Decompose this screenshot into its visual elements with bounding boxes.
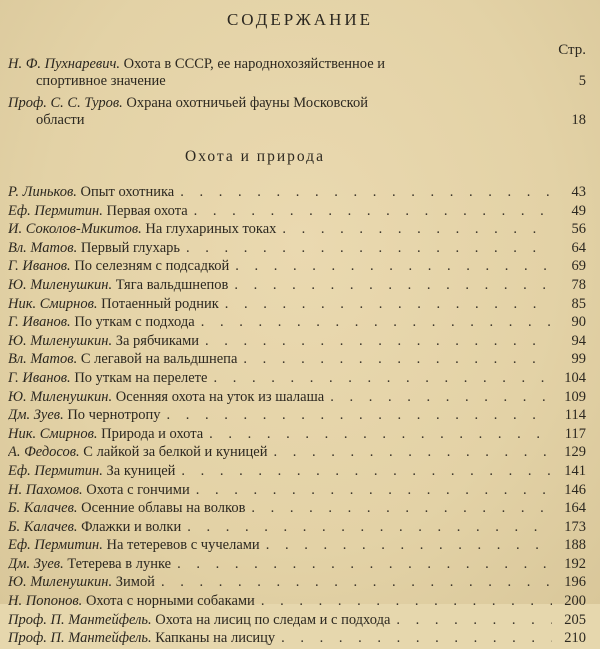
dot-leader (175, 463, 552, 480)
entry-author: Н. Ф. Пухнаревич. (8, 56, 120, 72)
entry-title: Первая охота (106, 202, 188, 219)
dot-leader (276, 221, 552, 238)
entry-title: С лайкой за белкой и куницей (83, 444, 268, 461)
section-title: Охота и природа (185, 148, 325, 165)
entry-page: 99 (571, 351, 586, 368)
entry-page: 210 (564, 630, 586, 647)
entry-author: Ю. Миленушкин. (8, 276, 113, 293)
dot-leader (275, 630, 552, 647)
dot-leader (174, 184, 552, 201)
toc-entry (8, 426, 586, 445)
toc-entry (8, 203, 586, 222)
entry-title: Осенние облавы на волков (81, 500, 246, 517)
entry-page: 141 (564, 462, 586, 479)
entry-title: Охота с норными собаками (85, 593, 255, 610)
entry-author: Вл. Матов. (8, 239, 78, 256)
entry-title: Охота на лисиц по следам и с подхода (155, 611, 391, 628)
entry-page: 94 (571, 332, 586, 349)
toc-entry (8, 258, 586, 277)
entry-author: Дм. Зуев. (8, 407, 64, 424)
dot-leader (255, 593, 552, 610)
toc-entry (8, 537, 586, 556)
entry-page: 56 (571, 221, 586, 238)
entry-page: 109 (564, 388, 586, 405)
page-column-label: Стр. (558, 42, 586, 58)
dot-leader (181, 519, 552, 536)
entry-title: Осенняя охота на уток из шалаша (115, 388, 325, 405)
toc-entry (8, 463, 586, 482)
entry-author: Н. Пахомов. (8, 481, 83, 498)
entry-author: Дм. Зуев. (8, 555, 64, 572)
dot-leader (237, 351, 552, 368)
dot-leader (324, 389, 552, 406)
entry-title: Тяга вальдшнепов (115, 276, 229, 293)
entry-author: Ник. Смирнов. (8, 425, 98, 442)
entry-author: Г. Иванов. (8, 314, 71, 331)
entry-page: 85 (571, 295, 586, 312)
dot-leader (268, 444, 552, 461)
toc-entry (8, 630, 586, 649)
entry-page: 18 (571, 112, 586, 128)
entry-page: 104 (564, 369, 586, 386)
entry-author: Вл. Матов. (8, 351, 78, 368)
dot-leader (229, 258, 552, 275)
entry-page: 78 (571, 276, 586, 293)
entry-page: 49 (571, 202, 586, 219)
entry-title: Флажки и волки (81, 518, 182, 535)
entry-title: По чернотропу (67, 407, 161, 424)
toc-entry (8, 574, 586, 593)
entry-title: Капканы на лисицу (155, 630, 276, 647)
entry-page: 146 (564, 481, 586, 498)
dot-leader (219, 296, 552, 313)
toc-entry (8, 556, 586, 575)
entry-page: 196 (564, 574, 586, 591)
dot-leader (199, 333, 552, 350)
dot-leader (207, 370, 552, 387)
entry-title: На тетеревов с чучелами (106, 537, 260, 554)
entry-title: Природа и охота (101, 425, 204, 442)
dot-leader (190, 482, 552, 499)
toc-list (8, 184, 586, 649)
toc-entry (8, 351, 586, 370)
entry-page: 64 (571, 239, 586, 256)
dot-leader (260, 537, 552, 554)
entry-title-line2: спортивное значение (36, 73, 166, 89)
toc-entry (8, 593, 586, 612)
dot-leader (155, 574, 552, 591)
entry-title: Первый глухарь (80, 239, 181, 256)
entry-author: Проф. П. Мантейфель. (8, 611, 152, 628)
entry-author: Ю. Миленушкин. (8, 388, 113, 405)
entry-author: Г. Иванов. (8, 369, 71, 386)
entry-author: Еф. Пермитин. (8, 462, 103, 479)
entry-title: Потаенный родник (101, 295, 219, 312)
dot-leader (161, 407, 553, 424)
toc-entry (8, 333, 586, 352)
toc-entry (8, 482, 586, 501)
dot-leader (203, 426, 552, 443)
entry-title: Охота с гончими (86, 481, 190, 498)
entry-page: 164 (564, 500, 586, 517)
entry-author: А. Федосов. (8, 444, 80, 461)
toc-entry (8, 370, 586, 389)
entry-page: 173 (564, 518, 586, 535)
entry-title: По уткам с подхода (74, 314, 195, 331)
entry-title: На глухариных токах (145, 221, 277, 238)
entry-title-line1: Охота в СССР, ее народнохозяйственное и (123, 56, 386, 72)
entry-author: Н. Попонов. (8, 593, 83, 610)
entry-title: За куницей (106, 462, 176, 479)
entry-author: И. Соколов-Микитов. (8, 221, 142, 238)
entry-title: С легавой на вальдшнепа (80, 351, 238, 368)
intro-entry-2 (8, 95, 586, 129)
entry-author: Ю. Миленушкин. (8, 574, 113, 591)
entry-page: 205 (564, 611, 586, 628)
entry-author: Б. Калачев. (8, 500, 78, 517)
toc-entry (8, 519, 586, 538)
entry-author: Ю. Миленушкин. (8, 332, 113, 349)
toc-entry (8, 612, 586, 631)
entry-author: Р. Линьков. (8, 184, 77, 200)
entry-page: 117 (564, 425, 586, 442)
entry-title: По селезням с подсадкой (74, 258, 230, 275)
entry-title: Тетерева в лунке (67, 555, 172, 572)
toc-entry (8, 389, 586, 408)
entry-page: 69 (571, 258, 586, 275)
entry-author: Проф. П. Мантейфель. (8, 630, 152, 647)
entry-title: Зимой (115, 574, 155, 591)
entry-author: Б. Калачев. (8, 518, 78, 535)
intro-entry-1 (8, 56, 586, 90)
toc-entry (8, 407, 586, 426)
entry-page: 200 (564, 593, 586, 610)
entry-page: 192 (564, 555, 586, 572)
entry-author: Ник. Смирнов. (8, 295, 98, 312)
toc-entry (8, 221, 586, 240)
toc-entry (8, 500, 586, 519)
dot-leader (390, 612, 552, 629)
toc-entry (8, 240, 586, 259)
dot-leader (188, 203, 552, 220)
entry-page: 129 (564, 444, 586, 461)
entry-page: 114 (564, 407, 586, 424)
dot-leader (195, 314, 552, 331)
page-title: СОДЕРЖАНИЕ (226, 10, 374, 29)
toc-entry (8, 296, 586, 315)
entry-author: Еф. Пермитин. (8, 202, 103, 219)
toc-entry (8, 184, 586, 203)
entry-page: 188 (564, 537, 586, 554)
entry-title-line1: Охрана охотничьей фауны Московской (126, 95, 368, 111)
entry-page: 5 (578, 73, 586, 89)
dot-leader (171, 556, 552, 573)
entry-title: По уткам на перелете (74, 369, 208, 386)
toc-entry (8, 314, 586, 333)
toc-entry (8, 444, 586, 463)
entry-title: Опыт охотника (80, 184, 175, 200)
entry-author: Еф. Пермитин. (8, 537, 103, 554)
dot-leader (228, 277, 552, 294)
dot-leader (180, 240, 552, 257)
entry-author: Г. Иванов. (8, 258, 71, 275)
toc-entry (8, 277, 586, 296)
dot-leader (245, 500, 552, 517)
entry-author: Проф. С. С. Туров. (8, 95, 123, 111)
entry-title-line2: области (36, 112, 85, 128)
entry-page: 90 (571, 314, 586, 331)
entry-title: За рябчиками (115, 332, 200, 349)
entry-page: 43 (571, 184, 586, 200)
